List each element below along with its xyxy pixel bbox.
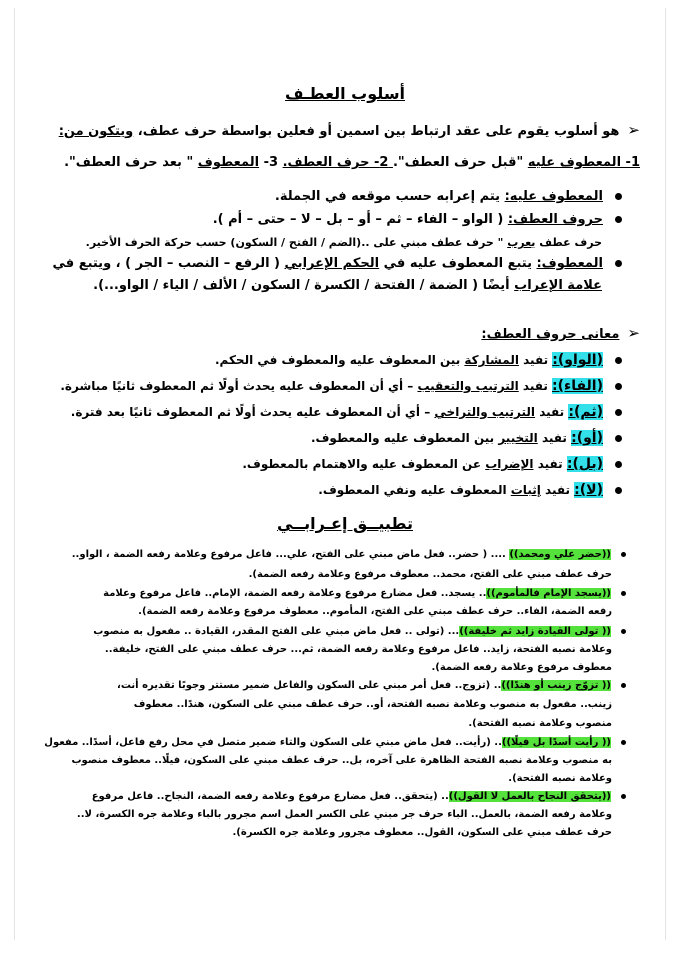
bullet-icon [621,740,626,745]
list-item: (بل): تفيد الإضراب عن المعطوف عليه والاهتمام بالمعطوف. [50,456,622,472]
meanings-heading: ➢معانى حروف العطف: [481,324,640,342]
bullet-icon [621,591,626,596]
bullet-icon [615,260,622,267]
list-item: المعطوف عليه: يتم إعرابه حسب موقعه في الجملة. [50,189,622,204]
list-item: ((يسجد الإمام فالمأموم)).. يسجد.. فعل مضارع مرفوع وعلامة رفعه الضمة، الإمام.. فاعل مرفوع وعلامة [50,588,626,599]
list-item-continuation: حرف عطف مبني على الفتح، محمد.. معطوف مرفوع وعلامة رفعه الضمة). [248,569,612,580]
list-item: (لا): تفيد إثبات المعطوف عليه ونفي المعطوف. [50,482,622,498]
parts-line: 1- المعطوف عليه "قبل حرف العطف". 2- حرف العطف. 3- المعطوف " بعد حرف العطف". [64,155,640,170]
list-item: (الواو): تفيد المشاركة بين المعطوف عليه والمعطوف في الحكم. [50,352,622,368]
arrow-bullet-icon: ➢ [627,121,640,139]
section-title: تطبيــق إعـرابــي [276,514,414,533]
bullet-icon [615,461,622,468]
definition-line: ➢هو أسلوب يقوم على عقد ارتباط بين اسمين أو فعلين بواسطة حرف عطف، ويتكون من: [58,121,640,139]
list-item: (( تزوّج زينب أو هندًا)).. (تزوج.. فعل أمر مبني على السكون والفاعل ضمير مستتر وجوبًا تقديره أنت، [50,680,626,691]
bullet-icon [621,552,626,557]
list-item-continuation: به منصوب وعلامة نصبه الفتحة الظاهرة على آخره، بل.. حرف عطف مبني على السكون، فيلًا.. معطوف منصوب [71,755,612,766]
list-item: (أو): تفيد التخيير بين المعطوف عليه والمعطوف. [50,430,622,446]
list-item: ((يتحقق النجاح بالعمل لا القول)).. (يتحقق.. فعل مضارع مرفوع وعلامة رفعه الضمة، النجاح.. فاعل مرفوع [50,791,626,802]
arrow-bullet-icon: ➢ [627,324,640,342]
document-page [44,0,640,959]
list-item: المعطوف: يتبع المعطوف عليه في الحكم الإعرابي ( الرفع – النصب – الجر ) ، ويتبع في [50,256,622,271]
page-title: أسلوب العطـف [284,84,406,103]
list-item-continuation: وعلامة نصبه الفتحة، زايد.. فاعل مرفوع وعلامة رفعه الضمة، ثم... حرف عطف مبني على الفتح، خليفة.. [104,644,612,655]
bullet-icon [615,216,622,223]
bullet-icon [621,683,626,688]
bullet-icon [621,629,626,634]
list-item-continuation: منصوب وعلامة نصبه الفتحة). [468,718,612,729]
bullet-icon [621,794,626,799]
bullet-icon [615,193,622,200]
bullet-icon [615,409,622,416]
list-item: حروف العطف: ( الواو – الفاء – ثم – أو – بل – لا – حتى – أم ). [50,212,622,227]
list-item-continuation: معطوف مرفوع وعلامة رفعه الضمة). [431,662,612,673]
bullet-icon [615,487,622,494]
list-item: ((حضر علي ومحمد)) .... ( حضر.. فعل ماض مبني على الفتح، علي... فاعل مرفوع وعلامة رفعه الضمة ، الواو.. [50,549,626,560]
list-item-continuation: زينب.. مفعول به منصوب وعلامة نصبه الفتحة، أو.. حرف عطف مبني على السكون، هندًا.. معطوف [133,699,612,710]
list-item: (( رأيت أسدًا بل فيلًا)).. (رأيت.. فعل ماض مبني على السكون والتاء ضمير متصل في محل رفع فاعل، أسدًا.. مفعول [50,737,626,748]
list-item: (( تولى القيادة زايد ثم خليفة))... (تولى .. فعل ماض مبني على الفتح المقدر، القيادة .. مفعول به منصوب [50,626,626,637]
bullet-icon [615,357,622,364]
list-item-continuation: رفعه الضمة، الفاء.. حرف عطف مبني على الفتح، المأموم.. معطوف مرفوع وعلامة رفعه الضمة). [138,606,612,617]
list-item: (ثم): تفيد الترتيب والتراخي – أي أن المعطوف عليه يحدث أولًا ثم المعطوف ثانيًا بعد فترة. [50,404,622,420]
list-item-continuation: وعلامة نصبه الفتحة). [508,773,612,784]
list-item-continuation: حرف عطف مبني على السكون، القول.. معطوف مجرور وعلامة جره الكسرة). [232,827,612,838]
bullet-icon [615,383,622,390]
note-line: حرف عطف يعرب " حرف عطف مبني على ..(الضم / الفتح / السكون) حسب حركة الحرف الأخير. [85,236,602,249]
bullet-icon [615,435,622,442]
list-item-continuation: علامة الإعراب أيضًا ( الضمة / الفتحة / الكسرة / السكون / الألف / الياء / الواو...). [93,278,602,293]
list-item-continuation: وعلامة رفعه الضمة، بالعمل.. الباء حرف جر مبني على الكسر العمل اسم مجرور بالباء وعلامة جره الكسرة، لا.. [76,809,612,820]
list-item: (الفاء): تفيد الترتيب والتعقيب – أي أن المعطوف عليه يحدث أولًا ثم المعطوف ثانيًا مباشرة. [50,378,622,394]
